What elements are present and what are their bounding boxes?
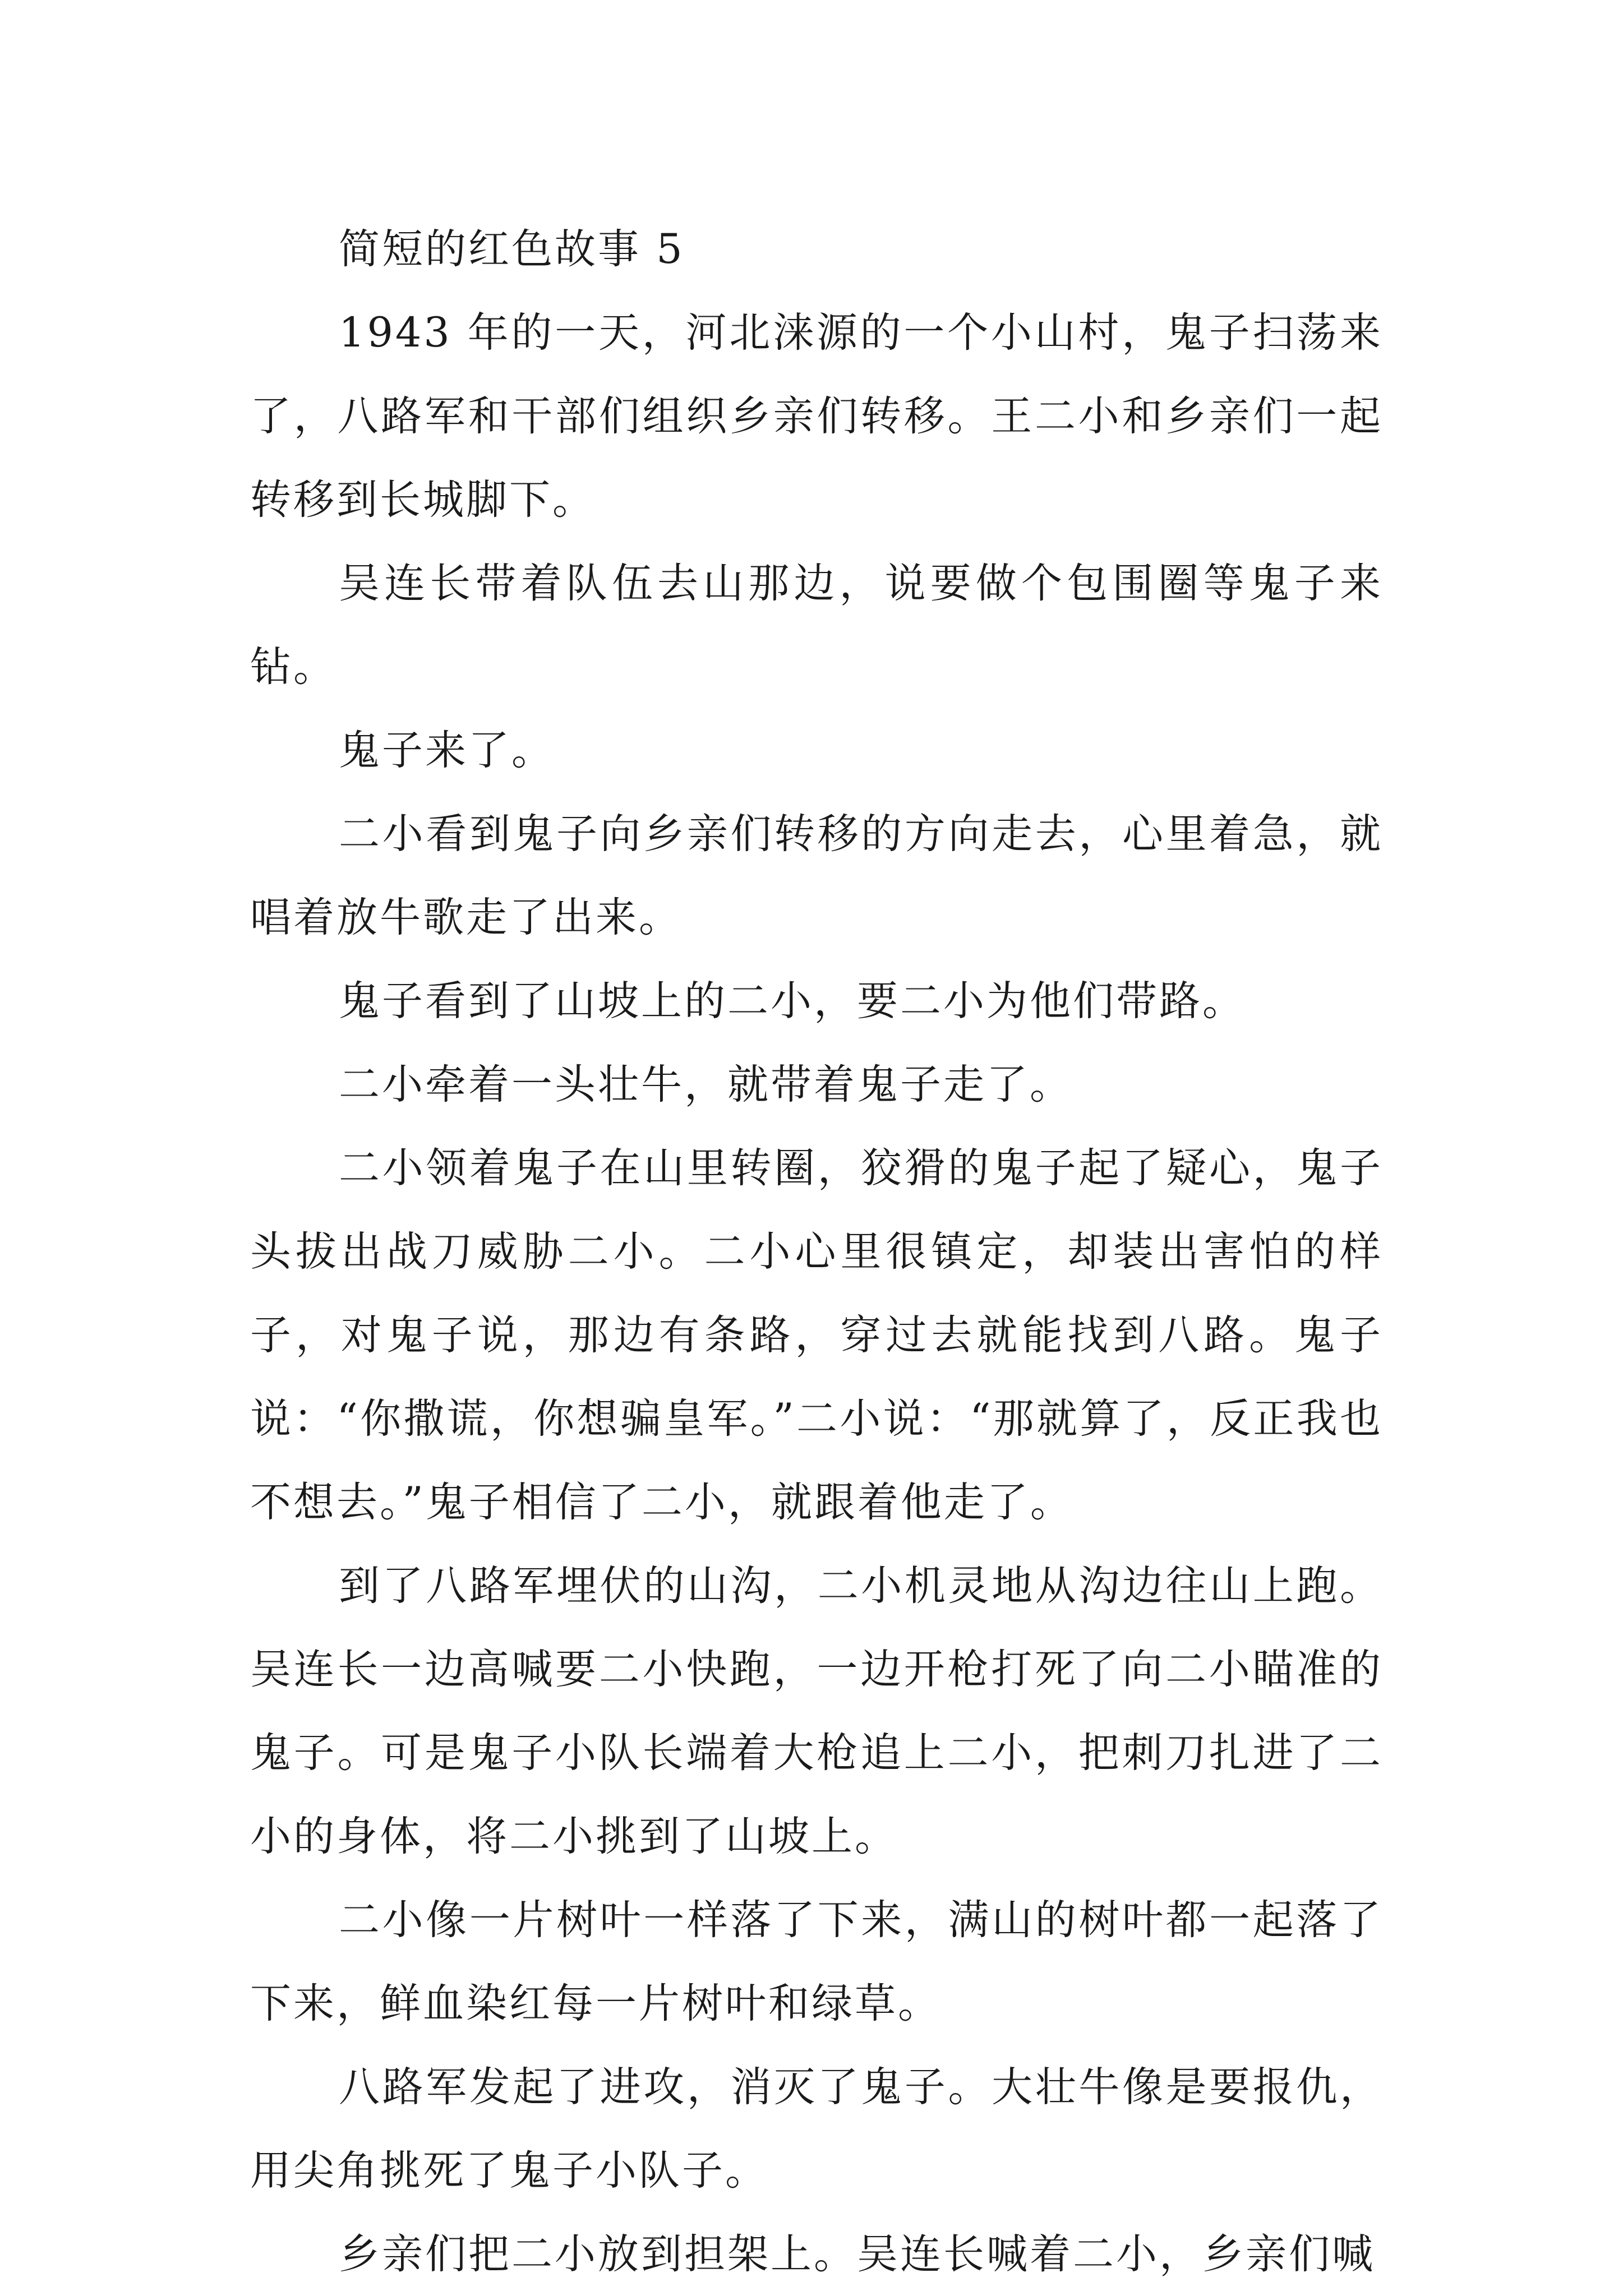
paragraph: 乡亲们把二小放到担架上。吴连长喊着二小，乡亲们喊 (339, 2230, 1375, 2278)
paragraph: 鬼子看到了山坡上的二小，要二小为他们带路。 (339, 977, 1246, 1025)
paragraph: 到了八路军埋伏的山沟，二小机灵地从沟边往山上跑。吴连长一边高喊要二小快跑，一边开枪打死了向二小瞄准的鬼子。可是鬼子小队长端着大枪追上二小，把刺刀扎进了二小的身体，将二小挑到了山坡上。 (250, 1562, 1383, 1860)
paragraph: 二小牵着一头壮牛，就带着鬼子走了。 (339, 1061, 1073, 1108)
paragraph: 1943 年的一天，河北涞源的一个小山村，鬼子扫荡来了，八路军和干部们组织乡亲们转移。王二小和乡亲们一起转移到长城脚下。 (250, 309, 1383, 524)
paragraph: 二小领着鬼子在山里转圈，狡猾的鬼子起了疑心，鬼子头拔出战刀威胁二小。二小心里很镇定，却装出害怕的样子，对鬼子说，那边有条路，穿过去就能找到八路。鬼子说：“你撒谎，你想骗皇军。”二小说：“那就算了，反正我也不想去。”鬼子相信了二小，就跟着他走了。 (250, 1144, 1383, 1526)
paragraph: 二小看到鬼子向乡亲们转移的方向走去，心里着急，就唱着放牛歌走了出来。 (250, 810, 1383, 941)
document-body (250, 207, 1383, 2296)
paragraph: 八路军发起了进攻，消灭了鬼子。大壮牛像是要报仇，用尖角挑死了鬼子小队子。 (250, 2063, 1383, 2195)
document-title: 简短的红色故事 5 (339, 225, 685, 273)
paragraph: 鬼子来了。 (339, 727, 555, 774)
paragraph: 吴连长带着队伍去山那边，说要做个包围圈等鬼子来钻。 (250, 560, 1383, 691)
paragraph: 二小像一片树叶一样落了下来，满山的树叶都一起落了下来，鲜血染红每一片树叶和绿草。 (250, 1896, 1383, 2027)
